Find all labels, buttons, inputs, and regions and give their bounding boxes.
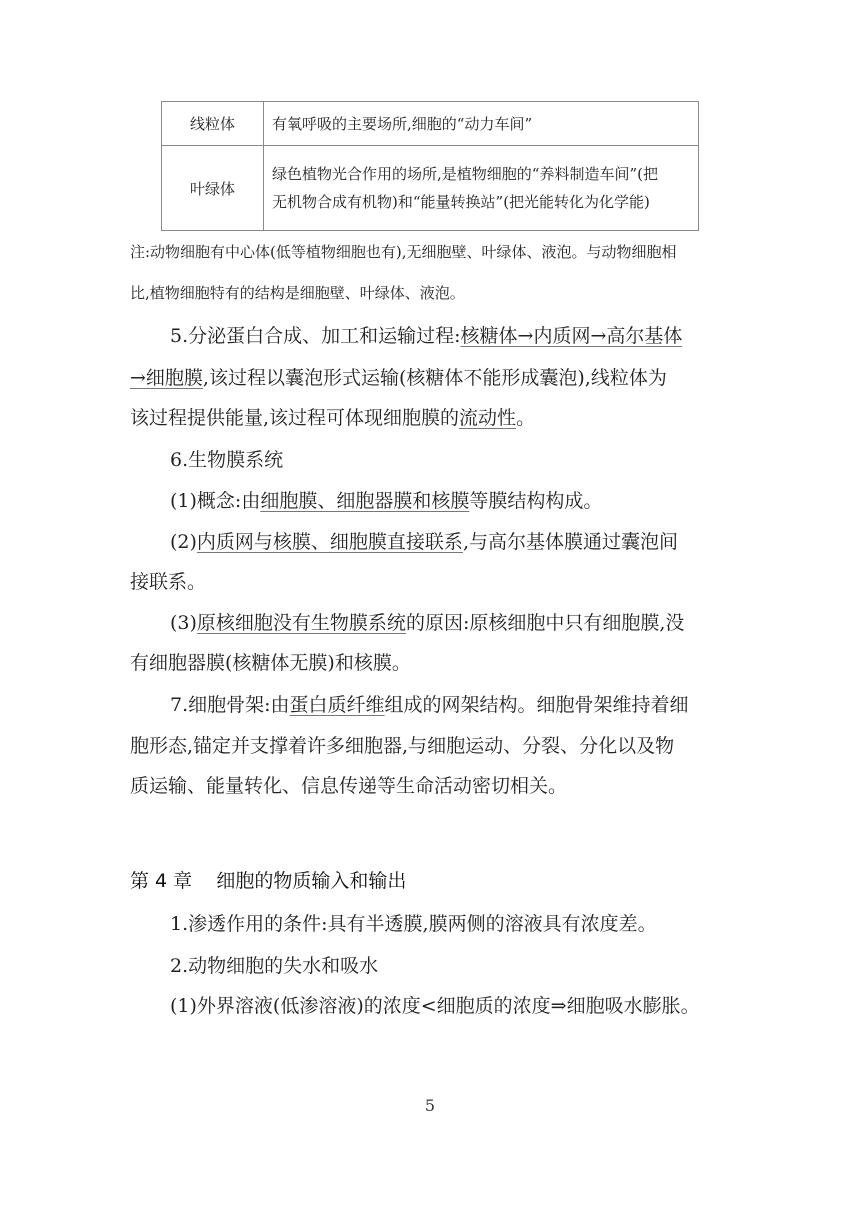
chapter4-item: (1)外界溶液(低渗溶液)的浓度<细胞质的浓度⇒细胞吸水膨胀。 <box>170 995 700 1017</box>
organelle-name-cell: 叶绿体 <box>162 146 264 231</box>
organelle-table <box>161 101 699 231</box>
item6-line <box>170 490 770 512</box>
chapter-title: 第 4 章 细胞的物质输入和输出 <box>130 870 407 892</box>
text: 5.分泌蛋白合成、加工和运输过程: <box>170 325 461 347</box>
note-line: 比,植物细胞特有的结构是细胞壁、叶绿体、液泡。 <box>130 284 465 302</box>
organelle-desc-cell <box>264 146 699 231</box>
text: ,该过程以囊泡形式运输(核糖体不能形成囊泡),线粒体为 <box>202 367 667 389</box>
item6-line: 有细胞器膜(核糖体无膜)和核膜。 <box>130 652 411 674</box>
item6-title: 6.生物膜系统 <box>170 449 284 471</box>
underlined-term: 内质网与核膜、细胞膜直接联系 <box>196 531 463 553</box>
note-line: 注:动物细胞有中心体(低等植物细胞也有),无细胞壁、叶绿体、液泡。与动物细胞相 <box>130 243 677 261</box>
chapter4-item: 2.动物细胞的失水和吸水 <box>170 955 379 977</box>
desc-line: 绿色植物光合作用的场所,是植物细胞的“养料制造车间”(把 <box>272 165 658 183</box>
text: (2) <box>170 531 197 553</box>
item5-line <box>170 325 770 347</box>
item7-line: 质运输、能量转化、信息传递等生命活动密切相关。 <box>130 775 568 797</box>
text: 该过程提供能量,该过程可体现细胞膜的 <box>130 407 460 429</box>
text: 等膜结构构成。 <box>469 490 603 512</box>
desc-line: 无机物合成有机物)和“能量转换站”(把光能转化为化学能) <box>272 193 650 211</box>
text: 7.细胞骨架:由 <box>170 694 290 716</box>
organelle-name-cell: 线粒体 <box>162 102 264 146</box>
text: (3) <box>170 612 197 634</box>
text: (1)概念:由 <box>170 490 261 512</box>
organelle-desc-cell <box>264 102 699 146</box>
item6-line <box>170 531 770 553</box>
underlined-term: 流动性 <box>459 407 517 429</box>
page-number: 5 <box>424 1096 436 1115</box>
item7-line <box>170 694 770 716</box>
item5-line <box>130 367 730 389</box>
text: 组成的网架结构。细胞骨架维持着细 <box>384 694 689 716</box>
item5-line <box>130 407 730 429</box>
text: ,与高尔基体膜通过囊泡间 <box>462 531 678 553</box>
item6-line: 接联系。 <box>130 571 207 593</box>
text: 。 <box>516 407 536 429</box>
underlined-term: 核糖体→内质网→高尔基体 <box>460 325 683 347</box>
table-row <box>162 146 699 231</box>
table-row <box>162 102 699 146</box>
underlined-term: 细胞膜、细胞器膜和核膜 <box>260 490 470 512</box>
underlined-term: →细胞膜 <box>130 367 203 389</box>
chapter4-item: 1.渗透作用的条件:具有半透膜,膜两侧的溶液具有浓度差。 <box>170 913 657 935</box>
text: 的原因:原核细胞中只有细胞膜,没 <box>405 612 685 634</box>
underlined-term: 蛋白质纤维 <box>289 694 385 716</box>
underlined-term: 原核细胞没有生物膜系统 <box>196 612 406 634</box>
item6-line <box>170 612 770 634</box>
item7-line: 胞形态,锚定并支撑着许多细胞器,与细胞运动、分裂、分化以及物 <box>130 735 675 757</box>
desc-line: 有氧呼吸的主要场所,细胞的“动力车间” <box>272 114 533 133</box>
